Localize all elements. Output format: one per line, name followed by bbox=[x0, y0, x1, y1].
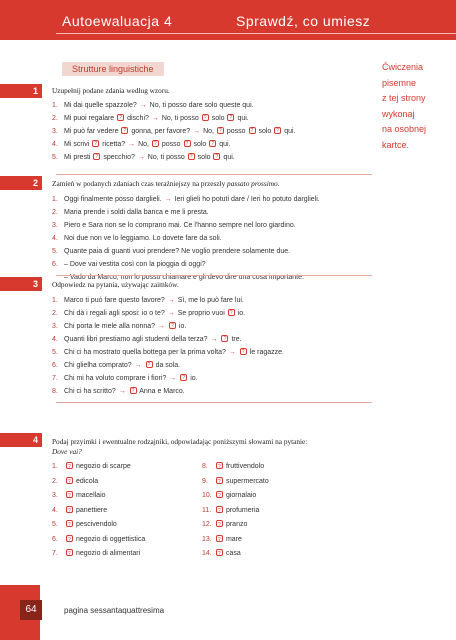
side-note-line: wykonaj bbox=[382, 108, 415, 119]
answer-box[interactable] bbox=[130, 387, 137, 394]
exercise-instruction: Podaj przyimki i ewentualne rodzajniki, odpowiadając poniższymi słowami na pytanie: bbox=[52, 437, 308, 446]
answer-box[interactable] bbox=[66, 535, 73, 542]
arrow-icon: → bbox=[118, 388, 126, 395]
side-note-line: kartce. bbox=[382, 139, 410, 150]
list-item: 3. Mi può far vedere ? gonna, per favore? → No, ? posso ? solo ? qui. bbox=[52, 125, 296, 138]
exercise-1-list bbox=[52, 99, 296, 164]
header-rule bbox=[56, 33, 456, 34]
header-subtitle: Sprawdź, co umiesz bbox=[236, 13, 371, 29]
answer-box[interactable] bbox=[180, 374, 187, 381]
list-item: 1. Marco ti può fare questo favore? → Sì, me lo può fare lui. bbox=[52, 297, 244, 304]
left-column bbox=[52, 460, 145, 562]
side-note-line: Ćwiczenia bbox=[382, 62, 424, 72]
answer-box[interactable] bbox=[227, 114, 234, 121]
list-item: 5. Chi ci ha mostrato quella bottega per la prima volta? → ? le ragazze. bbox=[52, 346, 284, 359]
answer-box[interactable] bbox=[184, 140, 191, 147]
list-item: 4. Quanti libri prestiamo agli studenti della terza? → ? tre. bbox=[52, 333, 284, 346]
answer-box[interactable] bbox=[216, 462, 223, 469]
page-number: 64 bbox=[20, 600, 42, 620]
list-item: 5. Quante paia di guanti vuoi prendere? Ne voglio prendere solamente due. bbox=[52, 248, 291, 255]
section-tab: Strutture linguistiche bbox=[62, 62, 164, 76]
arrow-icon: → bbox=[167, 297, 175, 304]
answer-box[interactable] bbox=[92, 140, 99, 147]
arrow-icon: → bbox=[167, 310, 175, 317]
list-item: 7. Chi mi ha voluto comprare i fiori? → ? io. bbox=[52, 372, 284, 385]
arrow-icon: → bbox=[158, 323, 166, 330]
answer-box[interactable] bbox=[228, 309, 235, 316]
answer-box[interactable] bbox=[152, 140, 159, 147]
answer-box[interactable] bbox=[146, 361, 153, 368]
answer-box[interactable] bbox=[213, 153, 220, 160]
answer-box[interactable] bbox=[66, 491, 73, 498]
answer-box[interactable] bbox=[169, 322, 176, 329]
list-item: 5.? pescivendolo bbox=[52, 518, 145, 533]
list-item: – Vado da Marco, non lo posso chiamare e gli devo dire una cosa importante. bbox=[64, 274, 304, 281]
answer-box[interactable] bbox=[217, 127, 224, 134]
section-divider bbox=[56, 275, 372, 276]
answer-box[interactable] bbox=[66, 477, 73, 484]
list-item: 2. Chi dà i regali agli sposi: io o te? → Se proprio vuoi ? io. bbox=[52, 307, 284, 320]
answer-box[interactable] bbox=[66, 462, 73, 469]
side-note-line: pisemne bbox=[382, 77, 417, 88]
list-item: 7.? negozio di alimentari bbox=[52, 547, 145, 562]
answer-box[interactable] bbox=[188, 153, 195, 160]
list-item: 11.? profumeria bbox=[202, 504, 269, 519]
list-item: 2. Mi puoi regalare ? dischi? → No, ti posso ? solo ? qui. bbox=[52, 112, 296, 125]
right-column bbox=[202, 460, 269, 562]
page-number-words: pagina sessantaquattresima bbox=[64, 606, 165, 615]
answer-box[interactable] bbox=[216, 477, 223, 484]
list-item: 13.? mare bbox=[202, 533, 269, 548]
answer-box[interactable] bbox=[66, 506, 73, 513]
answer-box[interactable] bbox=[216, 506, 223, 513]
exercise-3-list bbox=[52, 294, 284, 398]
arrow-icon: → bbox=[193, 128, 201, 135]
answer-box[interactable] bbox=[240, 348, 247, 355]
list-item: 6. – Dove vai vestita così con la pioggia di oggi? bbox=[52, 261, 206, 268]
arrow-icon: → bbox=[210, 336, 218, 343]
list-item: 3. Piero e Sara non se lo comprano mai. Ce l'hanno sempre nel loro giardino. bbox=[52, 222, 296, 229]
answer-box[interactable] bbox=[249, 127, 256, 134]
list-item: 2. Maria prende i soldi dalla banca e me li presta. bbox=[52, 209, 209, 216]
answer-box[interactable] bbox=[93, 153, 100, 160]
page-header bbox=[0, 0, 456, 40]
list-item: 9.? supermercato bbox=[202, 475, 269, 490]
answer-box[interactable] bbox=[202, 114, 209, 121]
exercise-instruction: Odpowiedz na pytania, używając zaimków. bbox=[52, 280, 179, 289]
list-item: 6. Chi glielha comprato? → ? da sola. bbox=[52, 359, 284, 372]
arrow-icon: → bbox=[228, 349, 236, 356]
list-item: 1. Mi dai quelle spazzole? → No, ti posso dare solo queste qui. bbox=[52, 102, 254, 109]
exercise-instruction: Uzupełnij podane zdania według wzoru. bbox=[52, 86, 170, 95]
answer-box[interactable] bbox=[121, 127, 128, 134]
list-item: 3.? macellaio bbox=[52, 489, 145, 504]
exercise-number: 4 bbox=[0, 433, 42, 447]
list-item: 10.? giornalaio bbox=[202, 489, 269, 504]
arrow-icon: → bbox=[139, 102, 147, 109]
answer-box[interactable] bbox=[117, 114, 124, 121]
answer-box[interactable] bbox=[274, 127, 281, 134]
list-item: 1.? negozio di scarpe bbox=[52, 460, 145, 475]
section-divider bbox=[56, 402, 372, 403]
exercise-number: 1 bbox=[0, 84, 42, 98]
side-note-line: z tej strony bbox=[382, 93, 426, 103]
exercise-number: 3 bbox=[0, 277, 42, 291]
side-note-line: na osobnej bbox=[382, 124, 427, 134]
answer-box[interactable] bbox=[66, 549, 73, 556]
list-item: 12.? pranzo bbox=[202, 518, 269, 533]
list-item: 4. Mi scrivi ? ricetta? → No, ? posso ? solo ? qui. bbox=[52, 138, 296, 151]
exercise-instruction: Zamień w podanych zdaniach czas teraźniejszy na przeszły passato prossimo. bbox=[52, 179, 280, 188]
answer-box[interactable] bbox=[221, 335, 228, 342]
exercise-instruction-italian: Dove vai? bbox=[52, 447, 82, 456]
list-item: 1. Oggi finalmente posso darglieli. → Ieri glieli ho potuti dare / Ieri ho potuto darglieli. bbox=[52, 196, 320, 203]
arrow-icon: → bbox=[151, 115, 159, 122]
list-item: 4. Noi due non ve lo leggiamo. Lo dovete fare da soli. bbox=[52, 235, 222, 242]
answer-box[interactable] bbox=[216, 549, 223, 556]
answer-box[interactable] bbox=[216, 520, 223, 527]
list-item: 4.? panettiere bbox=[52, 504, 145, 519]
exercise-2-list bbox=[52, 193, 352, 284]
answer-box[interactable] bbox=[66, 520, 73, 527]
arrow-icon: → bbox=[137, 154, 145, 161]
answer-box[interactable] bbox=[209, 140, 216, 147]
answer-box[interactable] bbox=[216, 491, 223, 498]
arrow-icon: → bbox=[134, 362, 142, 369]
arrow-icon: → bbox=[128, 141, 136, 148]
list-item: 6.? negozio di oggettistica bbox=[52, 533, 145, 548]
arrow-icon: → bbox=[169, 375, 177, 382]
exercise-number: 2 bbox=[0, 176, 42, 190]
section-divider bbox=[56, 174, 372, 175]
list-item: 8.? fruttivendolo bbox=[202, 460, 269, 475]
list-item: 5. Mi presti ? specchio? → No, ti posso ? solo ? qui. bbox=[52, 151, 296, 164]
chapter-title: Autoewaluacja 4 bbox=[62, 13, 173, 29]
arrow-icon: → bbox=[164, 196, 172, 203]
side-note bbox=[382, 60, 452, 153]
answer-box[interactable] bbox=[216, 535, 223, 542]
list-item: 2.? edicola bbox=[52, 475, 145, 490]
list-item: 8. Chi ci ha scritto? → ? Anna e Marco. bbox=[52, 385, 284, 398]
list-item: 14.? casa bbox=[202, 547, 269, 562]
list-item: 3. Chi porta le mele alla nonna? → ? io. bbox=[52, 320, 284, 333]
